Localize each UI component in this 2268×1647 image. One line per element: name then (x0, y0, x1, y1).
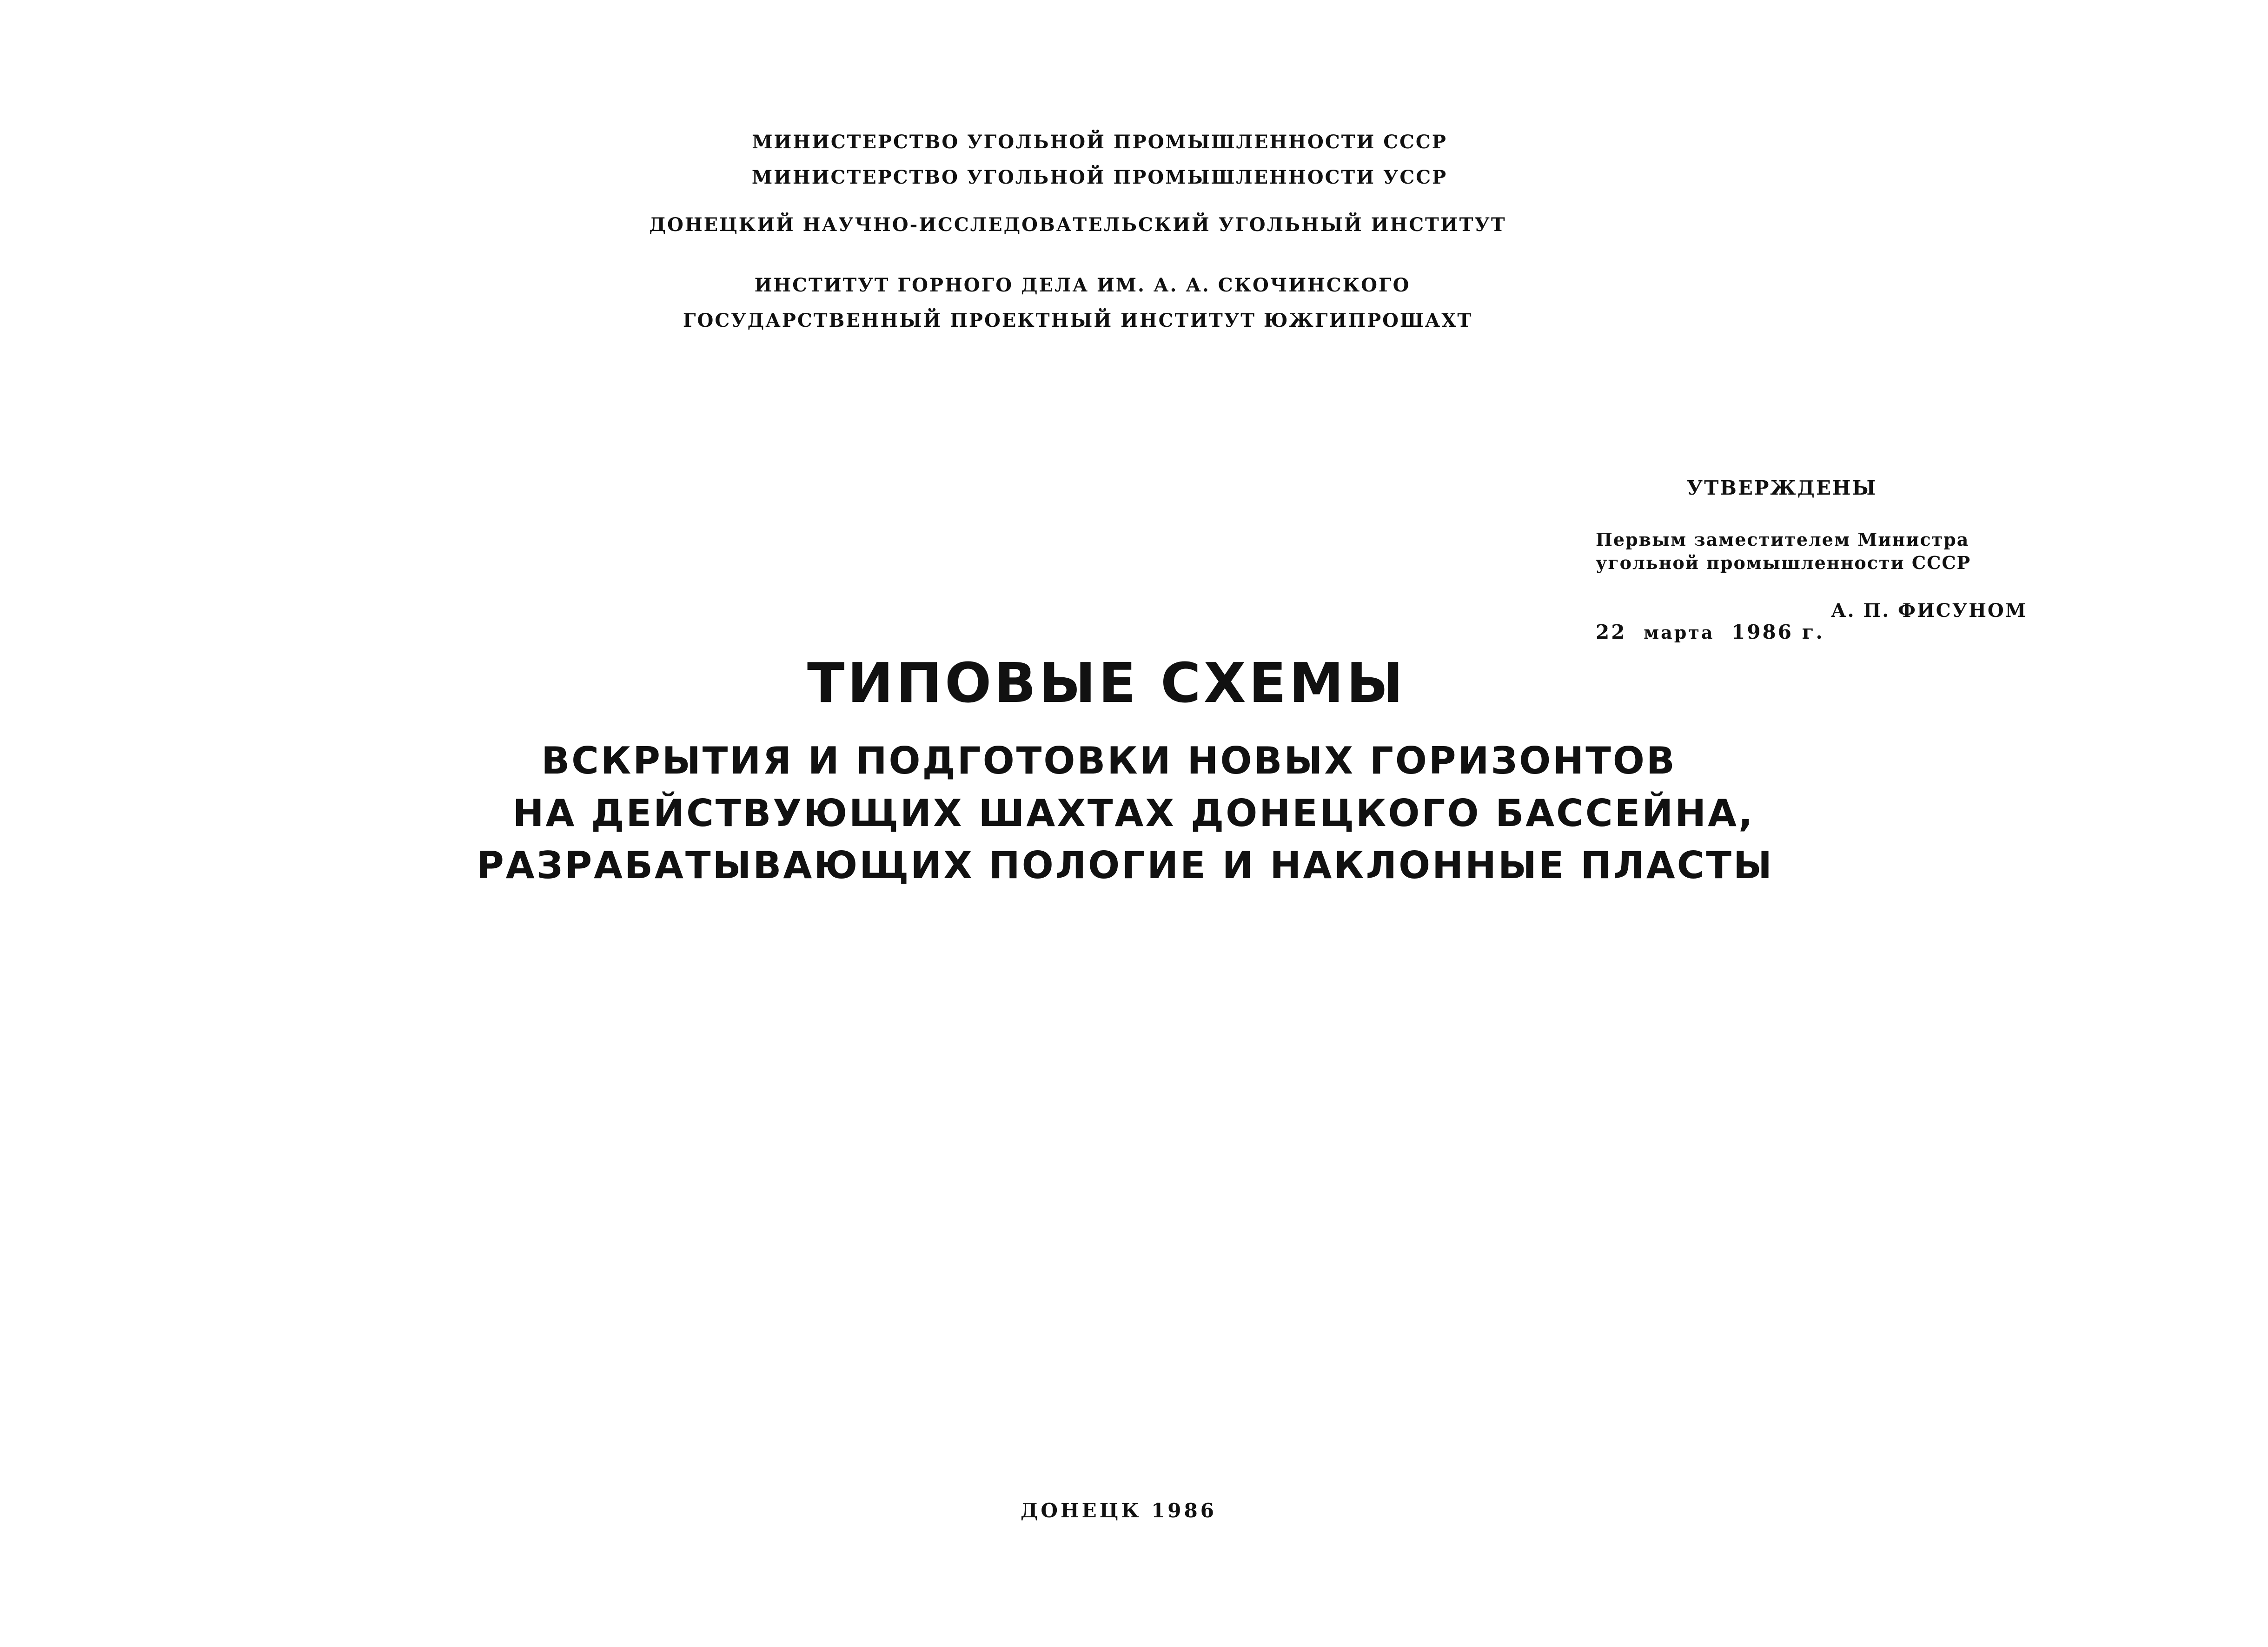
approval-title: УТВЕРЖДЕНЫ (1687, 476, 1877, 499)
approval-date (1596, 621, 1824, 643)
header-design-institute-line: ГОСУДАРСТВЕННЫЙ ПРОЕКТНЫЙ ИНСТИТУТ ЮЖГИПРОШАХТ (683, 310, 1473, 331)
approval-name: А. П. ФИСУНОМ (1831, 600, 2028, 622)
header-ministry-ussr-line: МИНИСТЕРСТВО УГОЛЬНОЙ ПРОМЫШЛЕННОСТИ СССР (752, 131, 1447, 153)
approval-date-month: марта (1644, 622, 1715, 643)
header-institute-line: ДОНЕЦКИЙ НАУЧНО-ИССЛЕДОВАТЕЛЬСКИЙ УГОЛЬНЫЙ ИНСТИТУТ (649, 214, 1506, 236)
document-subtitle-line-2: НА ДЕЙСТВУЮЩИХ ШАХТАХ ДОНЕЦКОГО БАССЕЙНА, (512, 792, 1755, 835)
document-subtitle-line-1: ВСКРЫТИЯ И ПОДГОТОВКИ НОВЫХ ГОРИЗОНТОВ (541, 739, 1677, 782)
approval-by-line-1: Первым заместителем Министра (1596, 529, 1970, 550)
header-mining-institute-line: ИНСТИТУТ ГОРНОГО ДЕЛА ИМ. А. А. СКОЧИНСКОГО (754, 274, 1411, 296)
approval-date-year: 1986 г. (1731, 621, 1824, 643)
footer-place-year: ДОНЕЦК 1986 (1021, 1499, 1217, 1522)
document-subtitle-line-3: РАЗРАБАТЫВАЮЩИХ ПОЛОГИЕ И НАКЛОННЫЕ ПЛАСТЫ (477, 844, 1774, 887)
document-main-title: ТИПОВЫЕ СХЕМЫ (807, 651, 1406, 715)
approval-by-line-2: угольной промышленности СССР (1596, 552, 1971, 573)
approval-date-day: 22 (1596, 621, 1627, 643)
header-ministry-ukr-line: МИНИСТЕРСТВО УГОЛЬНОЙ ПРОМЫШЛЕННОСТИ УССР (751, 166, 1448, 188)
